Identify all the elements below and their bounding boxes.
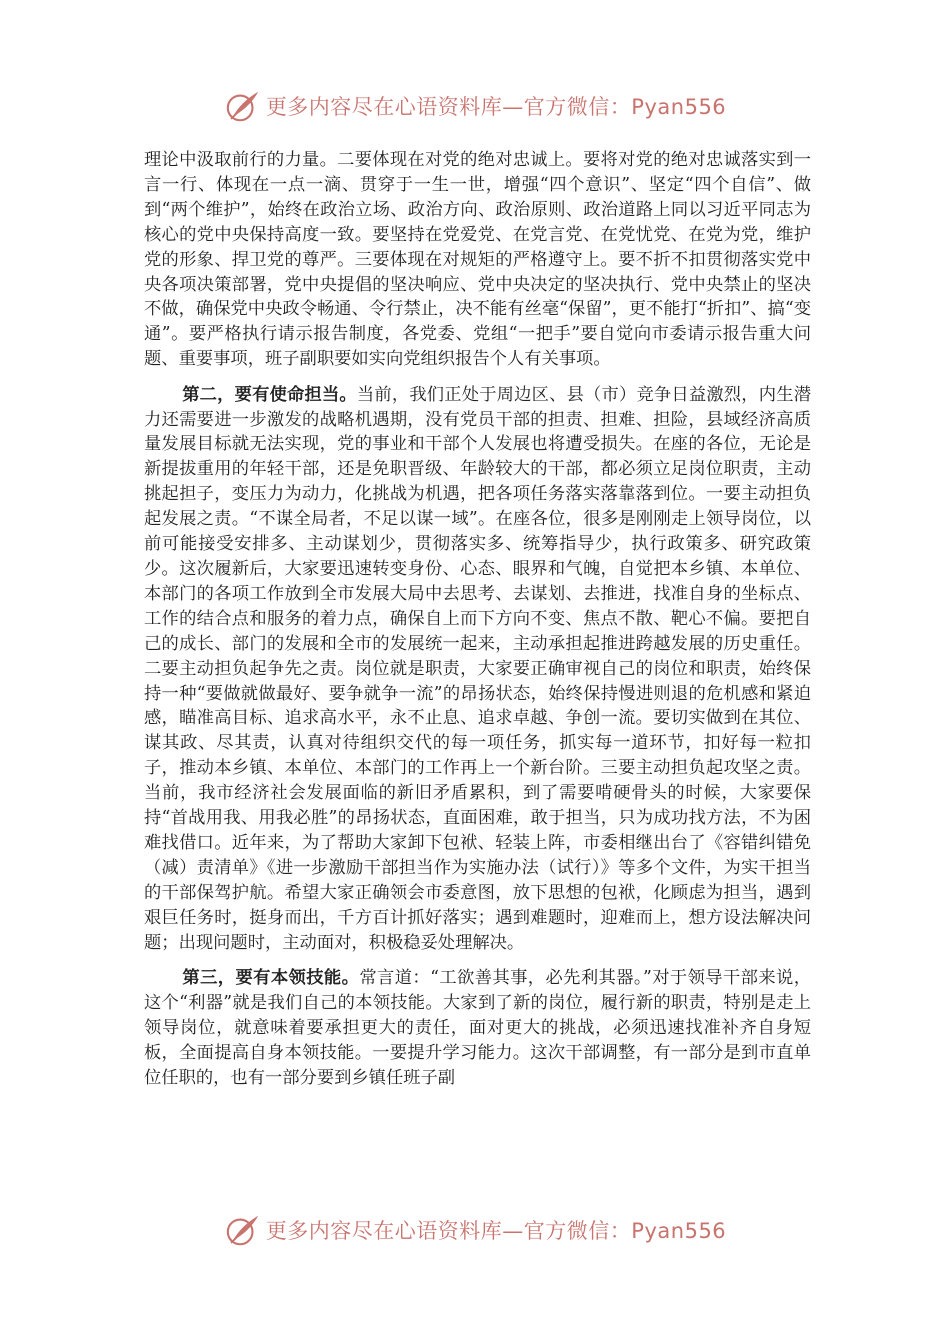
paragraph-heading: 第二，要有使命担当。 xyxy=(182,384,357,405)
watermark-text: 更多内容尽在心语资料库—官方微信：Pyan556 xyxy=(265,95,727,119)
feather-pen-logo-icon xyxy=(224,1211,262,1249)
paragraph-continued xyxy=(144,148,811,372)
watermark-footer xyxy=(0,1208,950,1252)
paragraph-text: 当前，我们正处于周边区、县（市）竞争日益激烈，内生潜力还需要进一步激发的战略机遇期，没有党员干部的担责、担难、担险，县域经济高质量发展目标就无法实现，党的事业和干部个人发展也将遭受损失。在座的各位，无论是新提拔重用的年轻干部，还是免职晋级、年龄较大的干部，都必须立足岗位职责，主动挑起担子，变压力为动力，化挑战为机遇，把各项任务落实落靠落到位。一要主动担负起发展之责。“不谋全局者，不足以谋一域”。在座各位，很多是刚刚走上领导岗位，以前可能接受安排多、主动谋划少，贯彻落实多、统筹指导少，执行政策多、研究政策少。这次履新后，大家要迅速转变身份、心态、眼界和气魄，自觉把本乡镇、本单位、本部门的各项工作放到全市发展大局中去思考、去谋划、去推进，找准自身的坐标点、工作的结合点和服务的着力点，确保自上而下方向不变、焦点不散、靶心不偏。要把自己的成长、部门的发展和全市的发展统一起来，主动承担起推进跨越发展的历史重任。二要主动担负起争先之责。岗位就是职责，大家要正确审视自己的岗位和职责，始终保持一种“要做就做最好、要争就争一流”的昂扬状态，始终保持慢进则退的危机感和紧迫感，瞄准高目标、追求高水平，永不止息、追求卓越、争创一流。要切实做到在其位、谋其政、尽其责，认真对待组织交代的每一项任务，抓实每一道环节，扣好每一粒扣子，推动本乡镇、本单位、本部门的工作再上一个新台阶。三要主动担负起攻坚之责。当前，我市经济社会发展面临的新旧矛盾累积，到了需要啃硬骨头的时候，大家要保持“首战用我、用我必胜”的昂扬状态，直面困难，敢于担当，只为成功找方法，不为困难找借口。近年来，为了帮助大家卸下包袱、轻装上阵，市委相继出台了《容错纠错免（减）责清单》《进一步激励干部担当作为实施办法（试行）》等多个文件，为实干担当的干部保驾护航。希望大家正确领会市委意图，放下思想的包袱，化顾虑为担当，遇到艰巨任务时，挺身而出，千方百计抓好落实；遇到难题时，迎难而上，想方设法解决问题；出现问题时，主动面对，积极稳妥处理解决。 xyxy=(144,384,811,953)
document-body xyxy=(144,148,811,1091)
watermark-header xyxy=(0,84,950,128)
paragraph-text: 常言道：“工欲善其事，必先利其器。”对于领导干部来说，这个“利器”就是我们自己的本领技能。大家到了新的岗位，履行新的职责，特别是走上领导岗位，就意味着要承担更大的责任，面对更大的挑战，必须迅速找准补齐自身短板，全面提高自身本领技能。一要提升学习能力。这次干部调整，有一部分是到市直单位任职的，也有一部分要到乡镇任班子副 xyxy=(144,968,811,1088)
paragraph-heading: 第三，要有本领技能。 xyxy=(182,968,360,988)
paragraph-text: 理论中汲取前行的力量。二要体现在对党的绝对忠诚上。要将对党的绝对忠诚落实到一言一行、体现在一点一滴、贯穿于一生一世，增强“四个意识”、坚定“四个自信”、做到“两个维护”，始终在政治立场、政治方向、政治原则、政治道路上同以习近平同志为核心的党中央保持高度一致。要坚持在党爱党、在党言党、在党忧党、在党为党，维护党的形象、捍卫党的尊严。三要体现在对规矩的严格遵守上。要不折不扣贯彻落实党中央各项决策部署，党中央提倡的坚决响应、党中央决定的坚决执行、党中央禁止的坚决不做，确保党中央政令畅通、令行禁止，决不能有丝毫“保留”，更不能打“折扣”、搞“变通”。要严格执行请示报告制度，各党委、党组“一把手”要自觉向市委请示报告重大问题、重要事项，班子副职要如实向党组织报告个人有关事项。 xyxy=(144,150,811,370)
paragraph-skills xyxy=(144,966,811,1091)
watermark-text: 更多内容尽在心语资料库—官方微信：Pyan556 xyxy=(265,1219,727,1243)
paragraph-mission xyxy=(144,383,811,956)
feather-pen-logo-icon xyxy=(224,87,262,125)
